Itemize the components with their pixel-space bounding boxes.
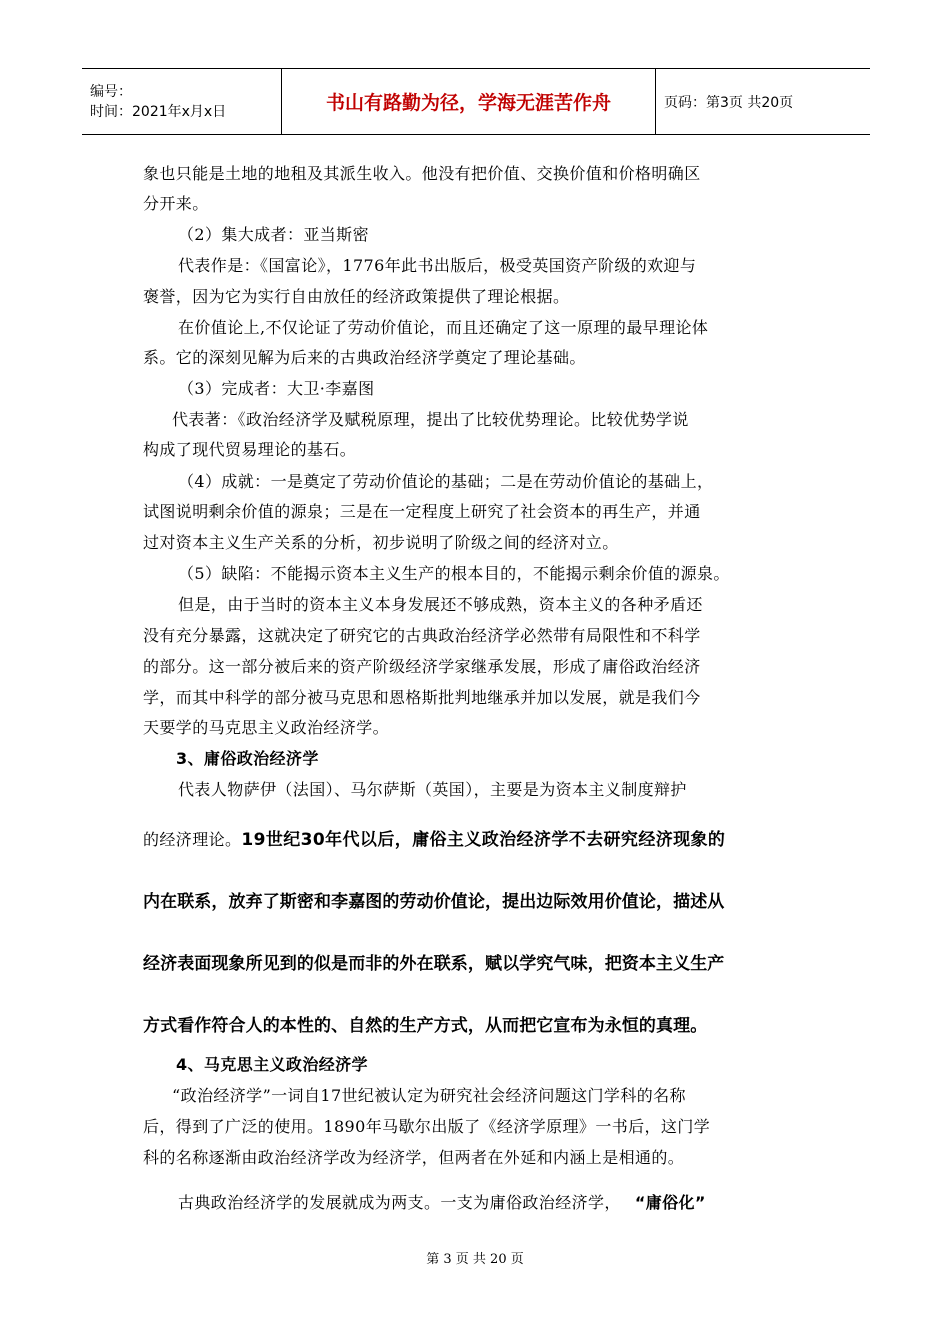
body-line: （4）成就：一是奠定了劳动价值论的基础；二是在劳动价值论的基础上，: [178, 472, 714, 491]
body-line-bold: 经济表面现象所见到的似是而非的外在联系，赋以学究气味，把资本主义生产: [143, 954, 725, 974]
body-line: 系。它的深刻见解为后来的古典政治经济学奠定了理论基础。: [143, 348, 586, 367]
body-line: 构成了现代贸易理论的基石。: [143, 440, 357, 459]
body-line: 代表人物萨伊（法国）、马尔萨斯（英国），主要是为资本主义制度辩护: [178, 780, 687, 799]
body-line: 天要学的马克思主义政治经济学。: [143, 718, 390, 737]
body-line: 科的名称逐渐由政治经济学改为经济学，但两者在外延和内涵上是相通的。: [143, 1148, 685, 1167]
page-footer: 第 3 页 共 20 页: [426, 1252, 524, 1267]
body-line: 褒誉，因为它为实行自由放任的经济政策提供了理论根据。: [143, 287, 570, 306]
body-text-bold: “庸俗化”: [634, 1193, 706, 1212]
body-line: 学，而其中科学的部分被马克思和恩格斯批判地继承并加以发展，就是我们今: [143, 688, 701, 707]
header-page-info: [656, 69, 870, 134]
body-line: （2）集大成者：亚当斯密: [178, 225, 369, 244]
section-heading: 3、庸俗政治经济学: [176, 749, 319, 768]
body-line: （3）完成者：大卫·李嘉图: [178, 379, 375, 398]
body-text: 的经济理论。: [143, 830, 242, 849]
body-line: 在价值论上,不仅论证了劳动价值论，而且还确定了这一原理的最早理论体: [178, 318, 709, 337]
body-line: 象也只能是土地的地租及其派生收入。他没有把价值、交换价值和价格明确区: [143, 164, 701, 183]
body-line: 分开来。: [143, 194, 209, 213]
body-line: [178, 1190, 706, 1213]
serial-label: 编号：: [90, 83, 132, 100]
body-line: 没有充分暴露，这就决定了研究它的古典政治经济学必然带有局限性和不科学: [143, 626, 701, 645]
body-line: “政治经济学”一词自17世纪被认定为研究社会经济问题这门学科的名称: [172, 1086, 686, 1105]
date-label: 时间：2021年x月x日: [90, 103, 227, 120]
body-line: 代表著：《政治经济学及赋税原理，提出了比较优势理论。比较优势学说: [172, 410, 689, 429]
body-line: （5）缺陷：不能揭示资本主义生产的根本目的，不能揭示剩余价值的源泉。: [178, 564, 730, 583]
body-line: 后，得到了广泛的使用。1890年马歇尔出版了《经济学原理》一书后，这门学: [143, 1117, 711, 1136]
body-line: 的部分。这一部分被后来的资产阶级经济学家继承发展，形成了庸俗政治经济: [143, 657, 701, 676]
body-line: 但是，由于当时的资本主义本身发展还不够成熟，资本主义的各种矛盾还: [178, 595, 703, 614]
body-text: 古典政治经济学的发展就成为两支。一支为庸俗政治经济学，: [178, 1193, 621, 1212]
body-line: 试图说明剩余价值的源泉；三是在一定程度上研究了社会资本的再生产，并通: [143, 502, 701, 521]
body-line: [143, 825, 725, 850]
header-meta: [82, 69, 282, 134]
body-text-bold: 19世纪30年代以后，庸俗主义政治经济学不去研究经济现象的: [241, 830, 726, 850]
body-line-bold: 内在联系，放弃了斯密和李嘉图的劳动价值论，提出边际效用价值论，描述从: [143, 892, 725, 912]
page-header: [82, 68, 870, 135]
page-info-text: 页码：第3页 共20页: [664, 94, 794, 111]
motto-text: 书山有路勤为径，学海无涯苦作舟: [325, 92, 611, 114]
body-line: 代表作是：《国富论》，1776年此书出版后，极受英国资产阶级的欢迎与: [178, 256, 697, 275]
header-motto: [282, 69, 656, 134]
body-line-bold: 方式看作符合人的本性的、自然的生产方式，从而把它宣布为永恒的真理。: [143, 1016, 708, 1036]
body-line: 过对资本主义生产关系的分析，初步说明了阶级之间的经济对立。: [143, 533, 619, 552]
section-heading: 4、马克思主义政治经济学: [176, 1055, 368, 1074]
